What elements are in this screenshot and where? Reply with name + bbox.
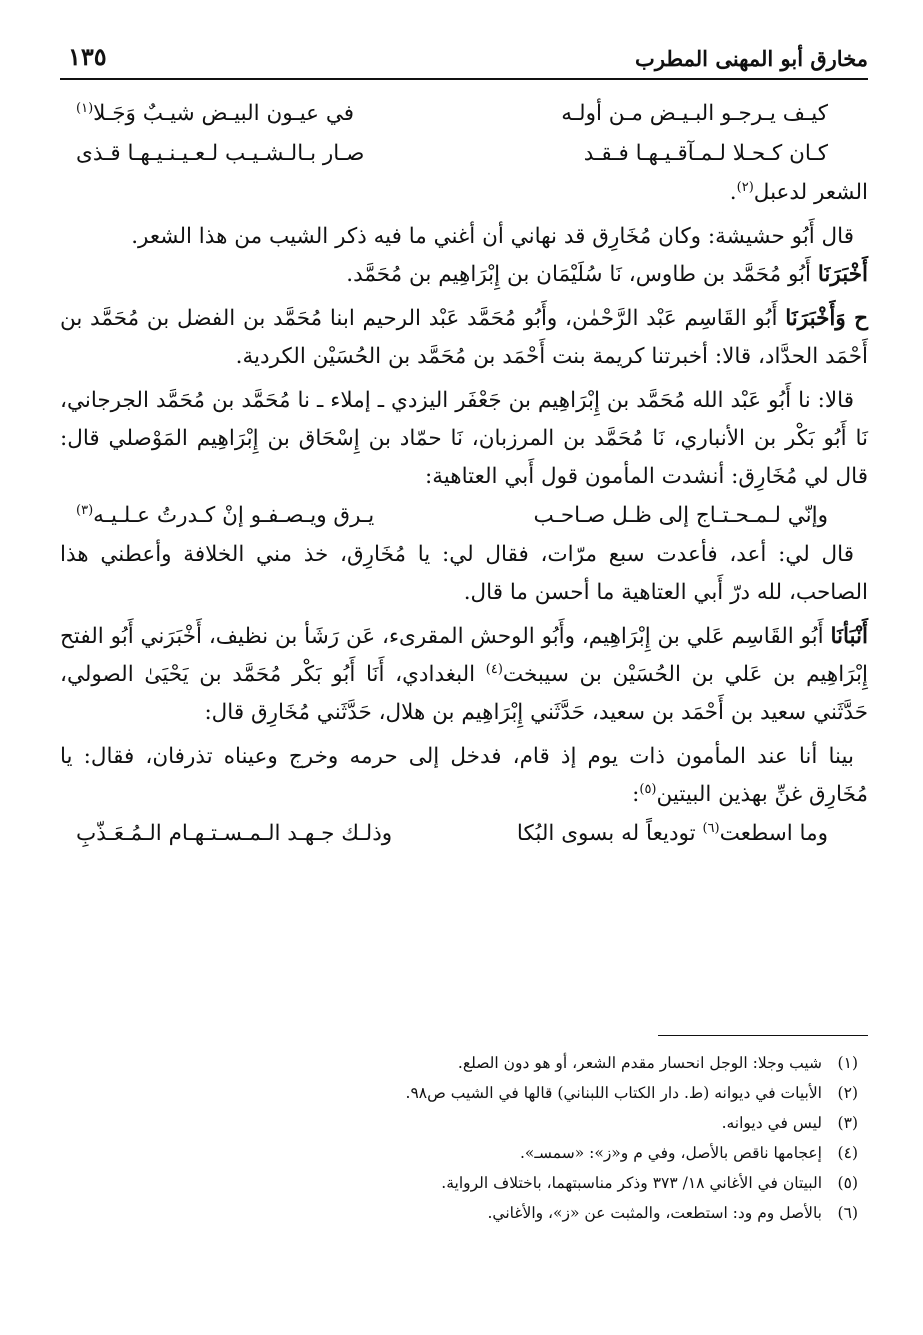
footnote-text: ليس في ديوانه. [721, 1114, 822, 1132]
footnote [60, 1078, 868, 1108]
isnad-lead: أَنْبَأنَا [830, 624, 868, 649]
footnote [60, 1048, 868, 1078]
main-text [60, 94, 868, 854]
isnad-lead: أَخْبَرَنَا [817, 262, 868, 287]
verse-second-hemistich: صـار بـالـشـيـب لـعـيـنـيـهـا قـذى [76, 141, 365, 166]
verse-second-hemistich: وذلـك جـهـد الـمـسـتـهـام الـمُـعَـذّبِ [76, 821, 393, 846]
footnote-number: (٣) [837, 1114, 858, 1132]
footnote-number: (٤) [837, 1144, 858, 1162]
verse-text: في عيـون البيـض شيـبٌ وَجَـلا [93, 101, 355, 126]
paragraph: قال لي: أعد، فأعدت سبع مرّات، فقال لي: يا مُخَارِق، خذ مني الخلافة وأعطني هذا الصاحب، لله درّ أَبي العتاهية ما أحسن ما قال. [60, 542, 868, 605]
verse-second-hemistich [76, 95, 354, 133]
footnote [60, 1108, 868, 1138]
paragraph-isnad [60, 300, 868, 376]
footnote-number: (١) [837, 1054, 858, 1072]
paragraph-end: : [632, 782, 640, 807]
paragraph-end: . [729, 180, 737, 205]
footnote-marker: (٣) [76, 502, 94, 518]
footnote-marker: (٥) [639, 781, 657, 797]
verse-text: كيـف يـرجـو البـيـض مـن أولـه [561, 101, 828, 126]
footnote-marker: (٤) [485, 661, 503, 677]
verse-line [60, 94, 868, 134]
footnotes [60, 1048, 868, 1228]
footnote-number: (٢) [837, 1084, 858, 1102]
verse-first-hemistich: وإنّي لـمـحـتـاج إلى ظـل صـاحـب [533, 503, 828, 528]
footnote-marker: (١) [76, 100, 94, 116]
verse-text: توديعاً له بسوى البُكا [516, 821, 703, 846]
footnote-text: إعجامها ناقص بالأصل، وفي م و«ز»: «سمسـ». [519, 1144, 822, 1162]
paragraph-text: أَبُو القَاسِم عَبْد الرَّحْمٰن، وأَبُو مُحَمَّد عَبْد الرحيم ابنا مُحَمَّد بن الفضل بن مُحَمَّد بن أَحْمَد الحدَّاد، قالا: أخبرتنا كريمة بنت أَحْمَد بن مُحَمَّد بن الحُسَيْن الكردية. [60, 306, 868, 369]
verse-line [60, 134, 868, 174]
paragraph: قالا: نا أَبُو عَبْد الله مُحَمَّد بن إِبْرَاهِيم بن جَعْفَر اليزدي ـ إملاء ـ نا مُحَمَّد بن مُحَمَّد الجرجاني، نَا أَبُو بَكْر بن الأنباري، نَا مُحَمَّد بن المرزبان، نَا حمّاد بن إِسْحَاق بن إِبْرَاهِيم المَوْصلي قال: قال لي مُخَارِق: أنشدت المأمون قول أَبي العتاهية: [60, 388, 868, 489]
isnad-lead: ح وَأَخْبَرَنَا [785, 306, 868, 331]
footnote-text: شيب وجلا: الوجل انحسار مقدم الشعر، أو هو دون الصلع. [457, 1054, 822, 1072]
paragraph [60, 738, 868, 814]
paragraph: قال أَبُو حشيشة: وكان مُخَارِق قد نهاني أن أغني ما فيه ذكر الشيب من هذا الشعر. [131, 224, 854, 249]
footnote-text: البيتان في الأغاني ١٨/ ٣٧٣ وذكر مناسبتهما، باختلاف الرواية. [441, 1174, 822, 1192]
paragraph-text: البغدادي، أَنَا أَبُو بَكْر مُحَمَّد بن يَحْيَىٰ الصولي، حَدَّثَني سعيد بن أَحْمَد بن سعيد، حَدَّثَني إِبْرَاهِيم بن هلال، حَدَّثَني مُخَارِق قال: [60, 662, 868, 725]
paragraph-isnad [60, 618, 868, 732]
running-title: مخارق أبو المهنى المطرب [635, 46, 868, 71]
verse-line [60, 814, 868, 854]
paragraph-text: أَبُو مُحَمَّد بن طاوس، نَا سُلَيْمَان بن إِبْرَاهِيم بن مُحَمَّد. [346, 262, 818, 287]
paragraph-text: بينا أنا عند المأمون ذات يوم إذ قام، فدخل إلى حرمه وخرج وعيناه تذرفان، فقال: يا مُخَارِق غنِّ بهذين البيتين [60, 744, 868, 807]
footnote-marker: (٦) [702, 820, 720, 836]
paragraph-attribution [60, 174, 868, 212]
footnote-number: (٦) [837, 1204, 858, 1222]
footnote [60, 1168, 868, 1198]
footnote-text: بالأصل وم ود: استطعت، والمثبت عن «ز»، والأغاني. [487, 1204, 822, 1222]
verse-text: وما اسطعت [719, 821, 828, 846]
verse-second-hemistich [76, 497, 374, 535]
page-header [60, 38, 868, 80]
paragraph-text: الشعر لدعبل [753, 180, 868, 205]
footnote [60, 1198, 868, 1228]
footnote-number: (٥) [837, 1174, 858, 1192]
verse-line [60, 496, 868, 536]
paragraph-text: أَبُو القَاسِم عَلي بن إِبْرَاهِيم، وأَبُو الوحش المقرىء، عَن رَشَأ بن نظيف، أَخْبَرَني أَبُو الفتح إِبْرَاهِيم بن عَلي بن الحُسَيْن بن سيبخت [60, 624, 868, 687]
footnote [60, 1138, 868, 1168]
footnote-text: الأبيات في ديوانه (ط. دار الكتاب اللبناني) قالها في الشيب ص٩٨. [405, 1084, 822, 1102]
verse-first-hemistich: كـان كـحـلا لـمـآقـيـهـا فـقـد [583, 141, 828, 166]
page-number: ١٣٥ [68, 42, 107, 71]
footnote-separator [658, 1035, 868, 1036]
book-page [60, 38, 868, 1222]
verse-first-hemistich [517, 815, 828, 853]
verse-text: يـرق ويـصـفـو إنْ كـدرتُ عـلـيـه [93, 503, 375, 528]
footnote-marker: (٢) [736, 179, 754, 195]
paragraph-isnad [60, 256, 868, 294]
verse-first-hemistich [561, 95, 828, 133]
